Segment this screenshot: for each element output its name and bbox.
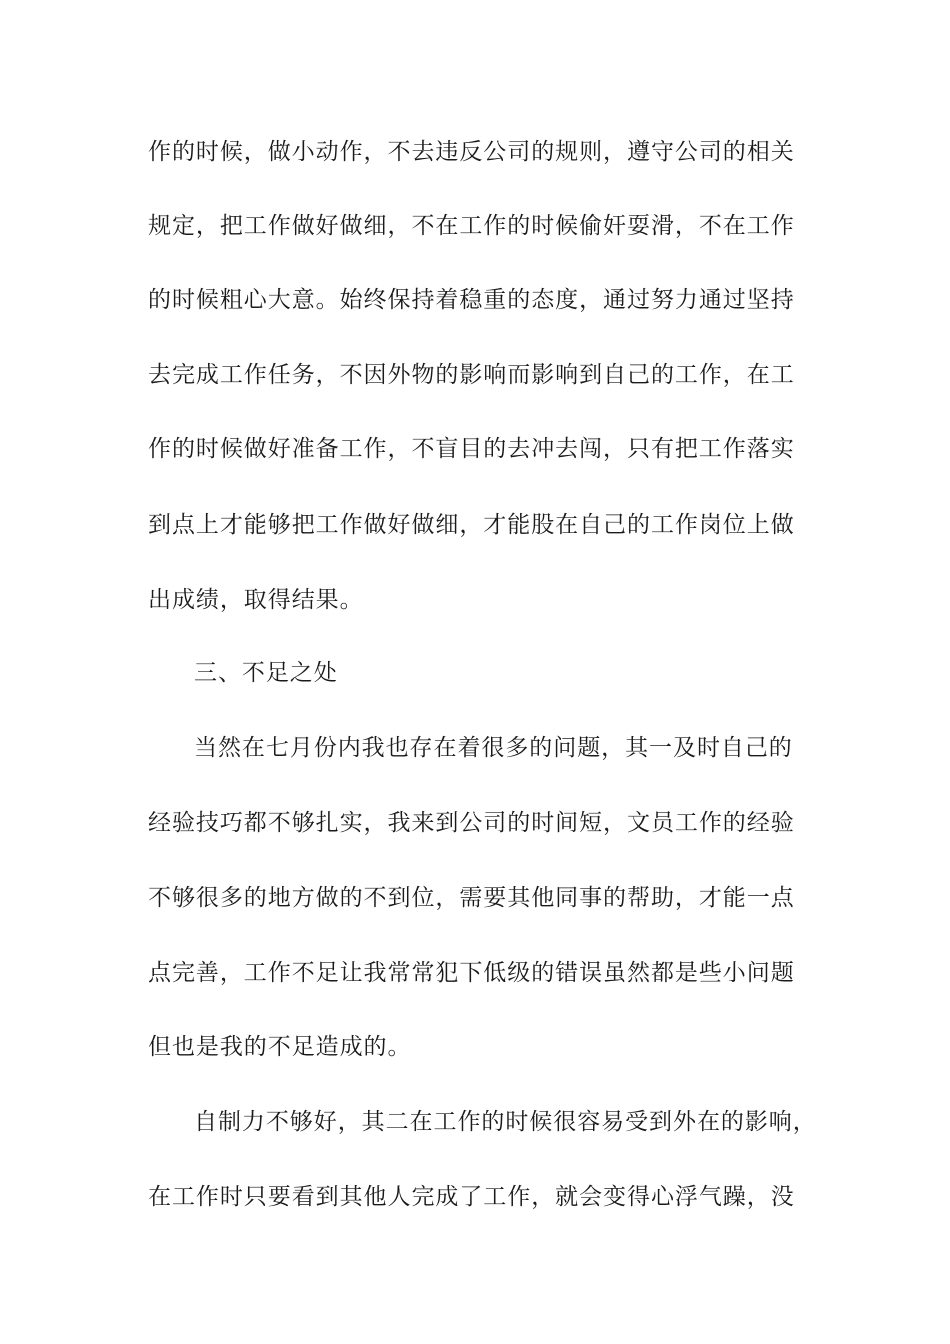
body-text-line: 但也是我的不足造成的。: [148, 1034, 412, 1060]
body-text-line: 不够很多的地方做的不到位，需要其他同事的帮助，才能一点: [148, 885, 795, 911]
body-text-line: 作的时候做好准备工作，不盲目的去冲去闯，只有把工作落实: [148, 436, 795, 462]
body-text-line: 规定，把工作做好做细，不在工作的时候偷奸耍滑，不在工作: [148, 213, 795, 239]
section-heading: 三、不足之处: [194, 660, 338, 686]
body-text-line: 的时候粗心大意。始终保持着稳重的态度，通过努力通过坚持: [148, 287, 795, 313]
body-text-line: 出成绩，取得结果。: [148, 587, 364, 613]
body-text-line: 作的时候，做小动作，不去违反公司的规则，遵守公司的相关: [148, 139, 795, 165]
body-text-line: 在工作时只要看到其他人完成了工作，就会变得心浮气躁，没: [148, 1184, 795, 1210]
body-text-line: 自制力不够好，其二在工作的时候很容易受到外在的影响，: [194, 1109, 817, 1135]
body-text-line: 经验技巧都不够扎实，我来到公司的时间短，文员工作的经验: [148, 810, 795, 836]
body-text-line: 去完成工作任务，不因外物的影响而影响到自己的工作，在工: [148, 362, 795, 388]
body-text-line: 到点上才能够把工作做好做细，才能股在自己的工作岗位上做: [148, 512, 795, 538]
body-text-line: 点完善，工作不足让我常常犯下低级的错误虽然都是些小问题: [148, 960, 795, 986]
body-text-line: 当然在七月份内我也存在着很多的问题，其一及时自己的: [194, 735, 793, 761]
